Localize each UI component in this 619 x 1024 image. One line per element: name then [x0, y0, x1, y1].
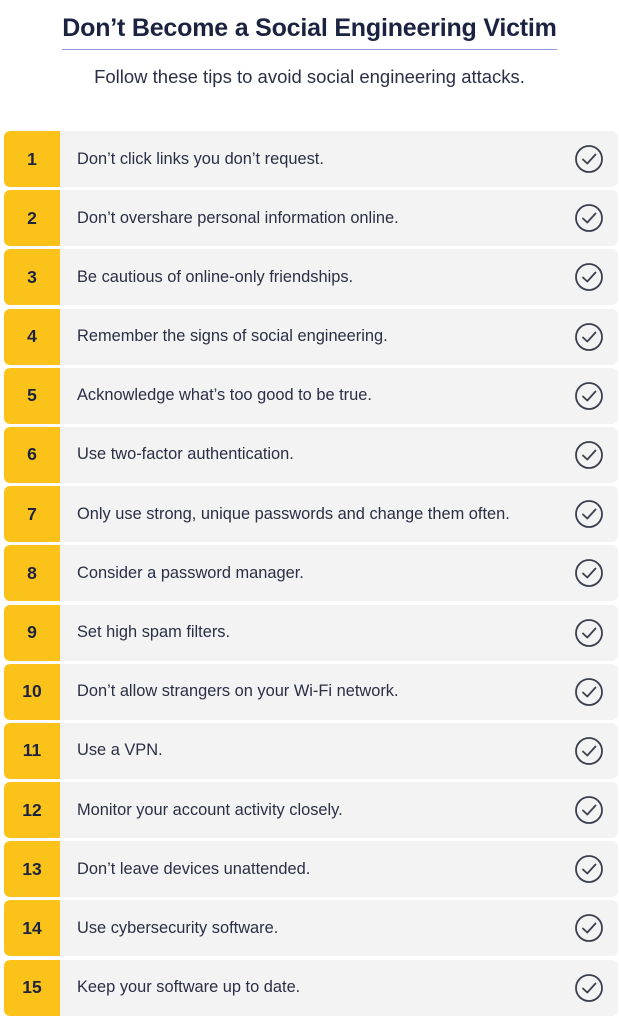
tip-row — [4, 841, 618, 897]
tip-text: Set high spam filters. — [77, 623, 231, 641]
check-circle-icon — [574, 736, 604, 766]
tip-text: Monitor your account activity closely. — [77, 800, 343, 819]
check-circle-icon — [574, 795, 604, 825]
check-circle-icon — [574, 440, 604, 470]
tip-number: 12 — [4, 782, 60, 838]
tip-number: 8 — [4, 545, 60, 601]
tip-number: 2 — [4, 190, 60, 246]
tip-text: Don’t click links you don’t request. — [77, 149, 324, 168]
tip-body — [60, 368, 618, 424]
tip-body — [60, 900, 618, 956]
page-title: Don’t Become a Social Engineering Victim — [62, 14, 556, 50]
tip-body — [60, 605, 618, 661]
check-circle-icon — [574, 913, 604, 943]
tip-row — [4, 664, 618, 720]
tip-body — [60, 190, 618, 246]
tip-text: Remember the signs of social engineering. — [77, 327, 388, 346]
tip-number: 7 — [4, 486, 60, 542]
tip-body — [60, 486, 618, 542]
tip-number: 6 — [4, 427, 60, 483]
check-circle-icon — [574, 203, 604, 233]
tip-text: Don’t overshare personal information online. — [77, 208, 399, 227]
tip-body — [60, 309, 618, 365]
check-circle-icon — [574, 973, 604, 1003]
tip-row — [4, 131, 618, 187]
tip-text: Don’t leave devices unattended. — [77, 859, 311, 878]
tip-number: 13 — [4, 841, 60, 897]
tip-body — [60, 664, 618, 720]
tip-body — [60, 782, 618, 838]
tip-number: 10 — [4, 664, 60, 720]
tip-number: 4 — [4, 309, 60, 365]
tip-row — [4, 486, 618, 542]
tip-row — [4, 900, 618, 956]
tip-body — [60, 249, 618, 305]
tip-row — [4, 605, 618, 661]
tip-text: Use cybersecurity software. — [77, 918, 279, 937]
check-circle-icon — [574, 677, 604, 707]
tip-text: Use two-factor authentication. — [77, 445, 294, 464]
tip-text: Use a VPN. — [77, 741, 163, 760]
tip-row — [4, 782, 618, 838]
check-circle-icon — [574, 381, 604, 411]
tip-body — [60, 131, 618, 187]
tip-text: Keep your software up to date. — [77, 978, 301, 997]
tip-number: 14 — [4, 900, 60, 956]
tip-number: 1 — [4, 131, 60, 187]
tip-row — [4, 723, 618, 779]
title-wrap — [0, 14, 619, 50]
tip-number: 11 — [4, 723, 60, 779]
tip-text: Consider a password manager. — [77, 563, 304, 582]
tip-row — [4, 368, 618, 424]
tip-row — [4, 190, 618, 246]
tip-text: Acknowledge what’s too good to be true. — [77, 386, 372, 405]
tip-row — [4, 960, 618, 1016]
tips-list — [4, 131, 618, 1019]
tip-row — [4, 545, 618, 601]
check-circle-icon — [574, 262, 604, 292]
check-circle-icon — [574, 499, 604, 529]
tip-row — [4, 309, 618, 365]
tip-body — [60, 545, 618, 601]
check-circle-icon — [574, 558, 604, 588]
tip-number: 15 — [4, 960, 60, 1016]
tip-number: 3 — [4, 249, 60, 305]
tip-text: Be cautious of online-only friendships. — [77, 267, 354, 286]
tip-text: Don’t allow strangers on your Wi-Fi network. — [77, 682, 399, 701]
check-circle-icon — [574, 854, 604, 884]
page-subtitle: Follow these tips to avoid social engineering attacks. — [94, 66, 525, 87]
tip-row — [4, 249, 618, 305]
tip-body — [60, 427, 618, 483]
tip-row — [4, 427, 618, 483]
tip-body — [60, 960, 618, 1016]
check-circle-icon — [574, 144, 604, 174]
check-circle-icon — [574, 618, 604, 648]
tip-number: 5 — [4, 368, 60, 424]
tip-text: Only use strong, unique passwords and change them often. — [77, 504, 510, 523]
check-circle-icon — [574, 322, 604, 352]
tip-number: 9 — [4, 605, 60, 661]
tip-body — [60, 723, 618, 779]
tip-body — [60, 841, 618, 897]
